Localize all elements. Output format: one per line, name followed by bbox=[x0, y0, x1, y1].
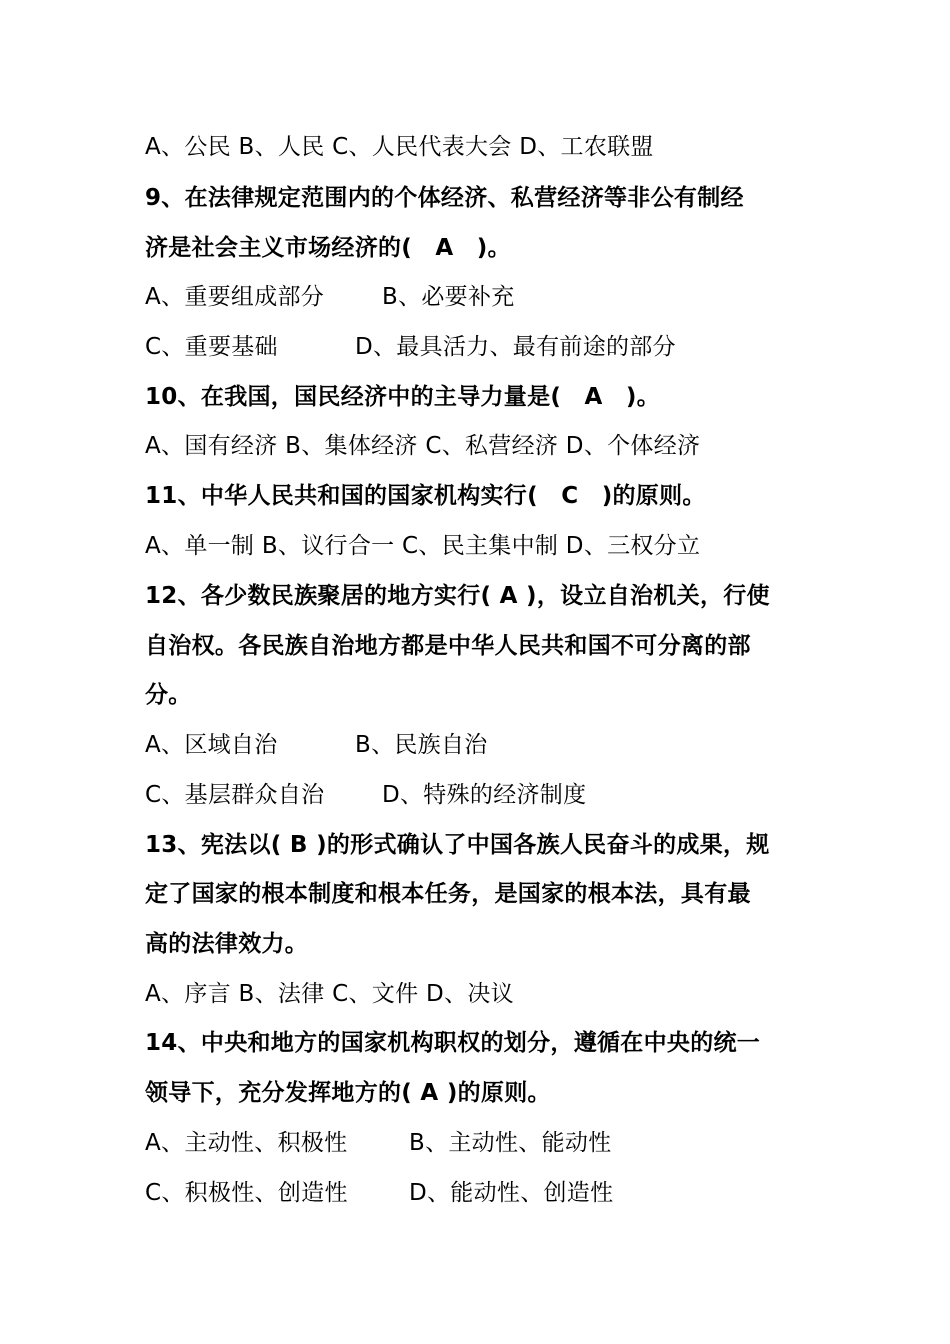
q14-options-row2 bbox=[145, 1168, 815, 1218]
q11-stem: 11、中华人民共和国的国家机构实行( C )的原则。 bbox=[145, 483, 706, 509]
q9-options-row2 bbox=[145, 322, 815, 372]
q13-stem-line3: 高的法律效力。 bbox=[145, 931, 309, 957]
q12-stem-line3: 分。 bbox=[145, 682, 192, 708]
q12-options-row2 bbox=[145, 770, 815, 820]
q12-stem-line1: 12、各少数民族聚居的地方实行( A )，设立自治机关，行使 bbox=[145, 583, 770, 609]
q12-option-b: B、民族自治 bbox=[355, 732, 488, 758]
q9-option-a: A、重要组成部分 bbox=[145, 284, 325, 310]
q14-option-d: D、能动性、创造性 bbox=[409, 1180, 614, 1206]
q12-stem-line2: 自治权。各民族自治地方都是中华人民共和国不可分离的部 bbox=[145, 633, 751, 659]
q13-stem-line2: 定了国家的根本制度和根本任务，是国家的根本法，具有最 bbox=[145, 881, 751, 907]
q9-option-b: B、必要补充 bbox=[382, 284, 515, 310]
q10-options: A、国有经济 B、集体经济 C、私营经济 D、个体经济 bbox=[145, 433, 701, 459]
q14-stem-line2: 领导下，充分发挥地方的( A )的原则。 bbox=[145, 1080, 551, 1106]
q13-stem-line1: 13、宪法以( B )的形式确认了中国各族人民奋斗的成果，规 bbox=[145, 832, 770, 858]
q9-stem-line1: 9、在法律规定范围内的个体经济、私营经济等非公有制经 bbox=[145, 185, 744, 211]
q9-option-c: C、重要基础 bbox=[145, 334, 278, 360]
q12-options-row1 bbox=[145, 720, 815, 770]
q14-stem-line1: 14、中央和地方的国家机构职权的划分，遵循在中央的统一 bbox=[145, 1030, 761, 1056]
q12-option-c: C、基层群众自治 bbox=[145, 782, 325, 808]
q12-option-a: A、区域自治 bbox=[145, 732, 278, 758]
q13-options: A、序言 B、法律 C、文件 D、决议 bbox=[145, 981, 514, 1007]
q14-option-a: A、主动性、积极性 bbox=[145, 1130, 348, 1156]
q10-stem: 10、在我国，国民经济中的主导力量是( A )。 bbox=[145, 384, 661, 410]
q9-option-d: D、最具活力、最有前途的部分 bbox=[355, 334, 676, 360]
q9-options-row1 bbox=[145, 272, 815, 322]
q8-options: A、公民 B、人民 C、人民代表大会 D、工农联盟 bbox=[145, 134, 654, 160]
q14-option-c: C、积极性、创造性 bbox=[145, 1180, 348, 1206]
q9-stem-line2: 济是社会主义市场经济的( A )。 bbox=[145, 235, 511, 261]
q14-option-b: B、主动性、能动性 bbox=[409, 1130, 612, 1156]
q11-options: A、单一制 B、议行合一 C、民主集中制 D、三权分立 bbox=[145, 533, 701, 559]
q14-options-row1 bbox=[145, 1118, 815, 1168]
q12-option-d: D、特殊的经济制度 bbox=[382, 782, 587, 808]
